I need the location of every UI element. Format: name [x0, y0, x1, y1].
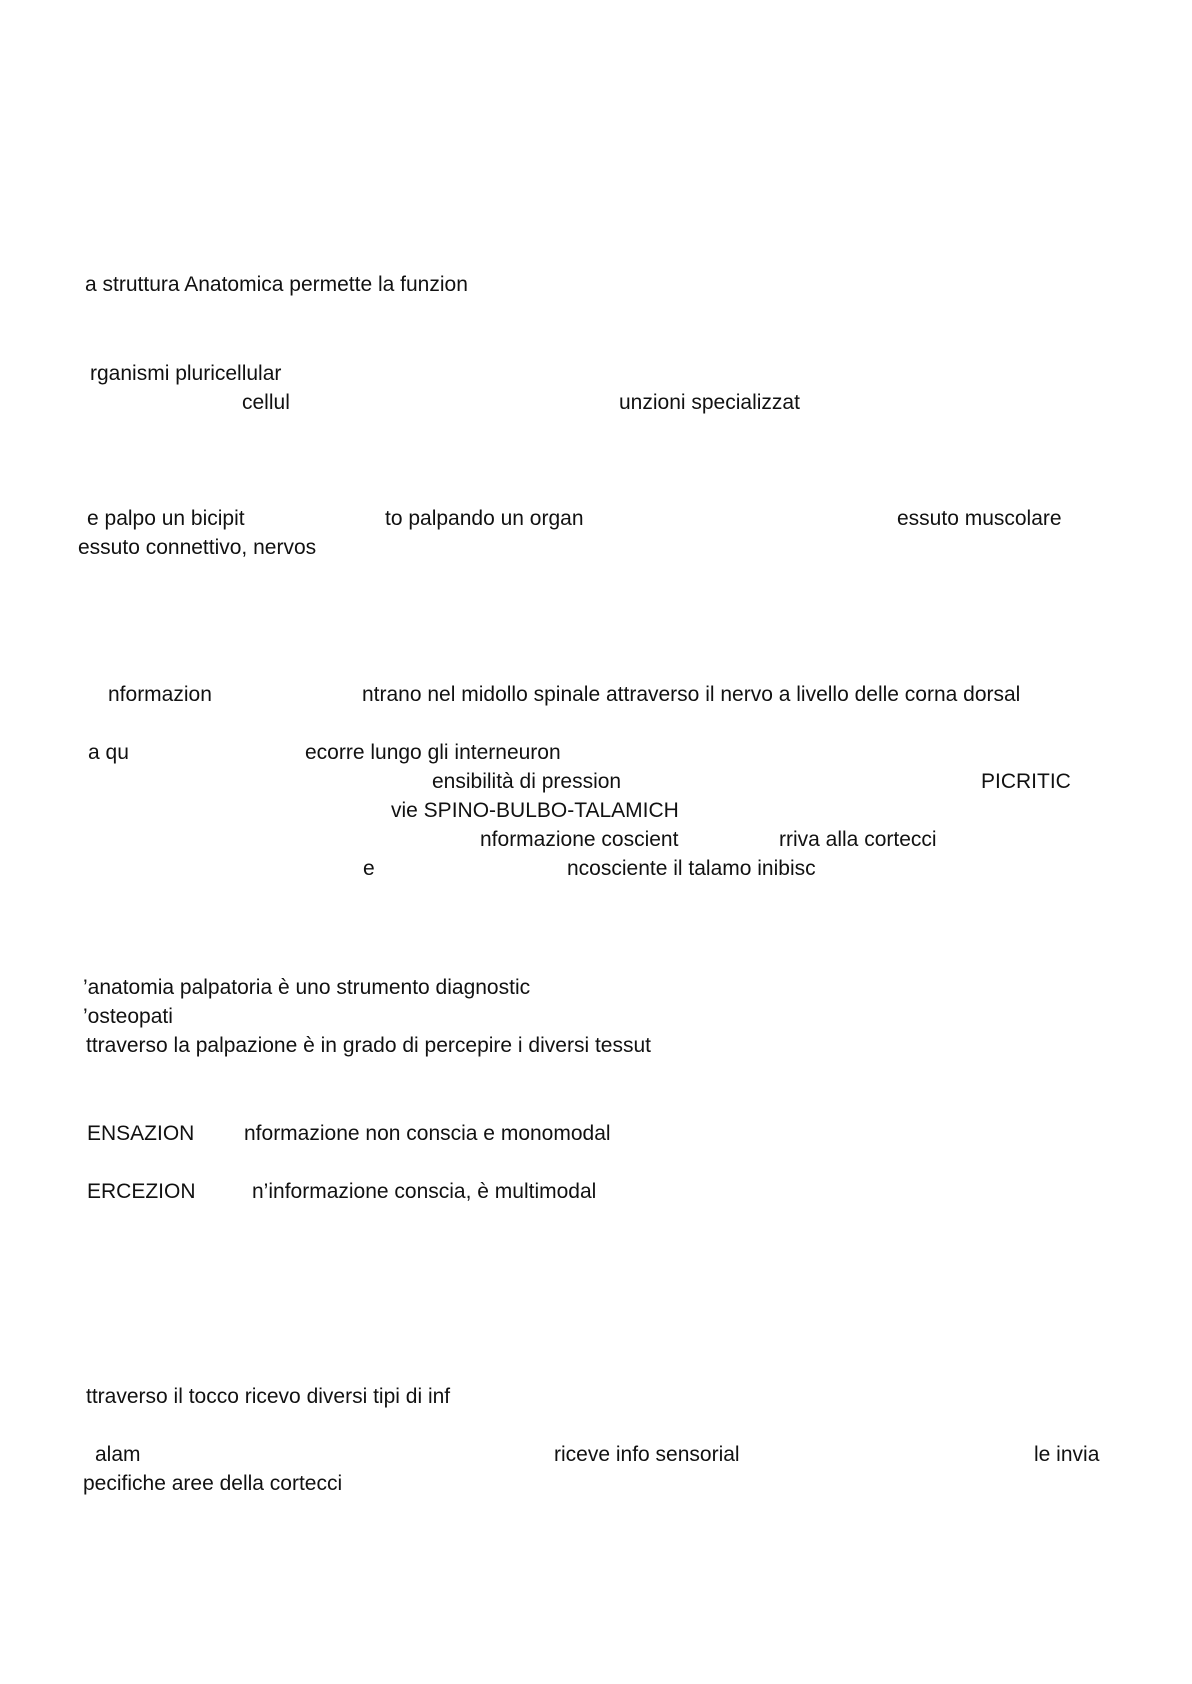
text-fragment: ecorre lungo gli interneuron	[305, 741, 561, 764]
text-fragment: riceve info sensorial	[554, 1443, 740, 1466]
text-fragment: rriva alla cortecci	[779, 828, 937, 851]
text-fragment: ncosciente il talamo inibisc	[567, 857, 816, 880]
text-fragment: ’osteopati	[83, 1005, 173, 1028]
text-fragment: n’informazione conscia, è multimodal	[252, 1180, 597, 1203]
text-fragment: nformazione non conscia e monomodal	[244, 1122, 611, 1145]
text-fragment: ENSAZION	[87, 1122, 195, 1145]
text-fragment: e palpo un bicipit	[87, 507, 245, 530]
text-fragment: ntrano nel midollo spinale attraverso il nervo a livello delle corna dorsal	[362, 683, 1021, 706]
text-fragment: alam	[95, 1443, 141, 1466]
text-fragment: rganismi pluricellular	[90, 362, 282, 385]
text-fragment: a qu	[88, 741, 129, 764]
text-fragment: ttraverso la palpazione è in grado di percepire i diversi tessut	[86, 1034, 651, 1057]
text-fragment: nformazione coscient	[480, 828, 679, 851]
text-fragment: e	[363, 857, 375, 880]
text-fragment: unzioni specializzat	[619, 391, 800, 414]
text-fragment: to palpando un organ	[385, 507, 584, 530]
text-fragment: ensibilità di pression	[432, 770, 622, 793]
text-fragment: ERCEZION	[87, 1180, 196, 1203]
text-fragment: cellul	[242, 391, 290, 414]
text-fragment: essuto muscolare	[897, 507, 1062, 530]
text-fragment: essuto connettivo, nervos	[78, 536, 317, 559]
text-fragment: nformazion	[108, 683, 212, 706]
text-fragment: a struttura Anatomica permette la funzion	[85, 273, 468, 296]
text-fragment: vie SPINO-BULBO-TALAMICH	[391, 799, 679, 822]
text-fragment: PICRITIC	[981, 770, 1071, 793]
text-fragment: le invia	[1034, 1443, 1100, 1466]
text-fragment: ttraverso il tocco ricevo diversi tipi di inf	[86, 1385, 451, 1408]
text-fragment: ’anatomia palpatoria è uno strumento diagnostic	[83, 976, 531, 999]
text-fragment: pecifiche aree della cortecci	[83, 1472, 343, 1495]
